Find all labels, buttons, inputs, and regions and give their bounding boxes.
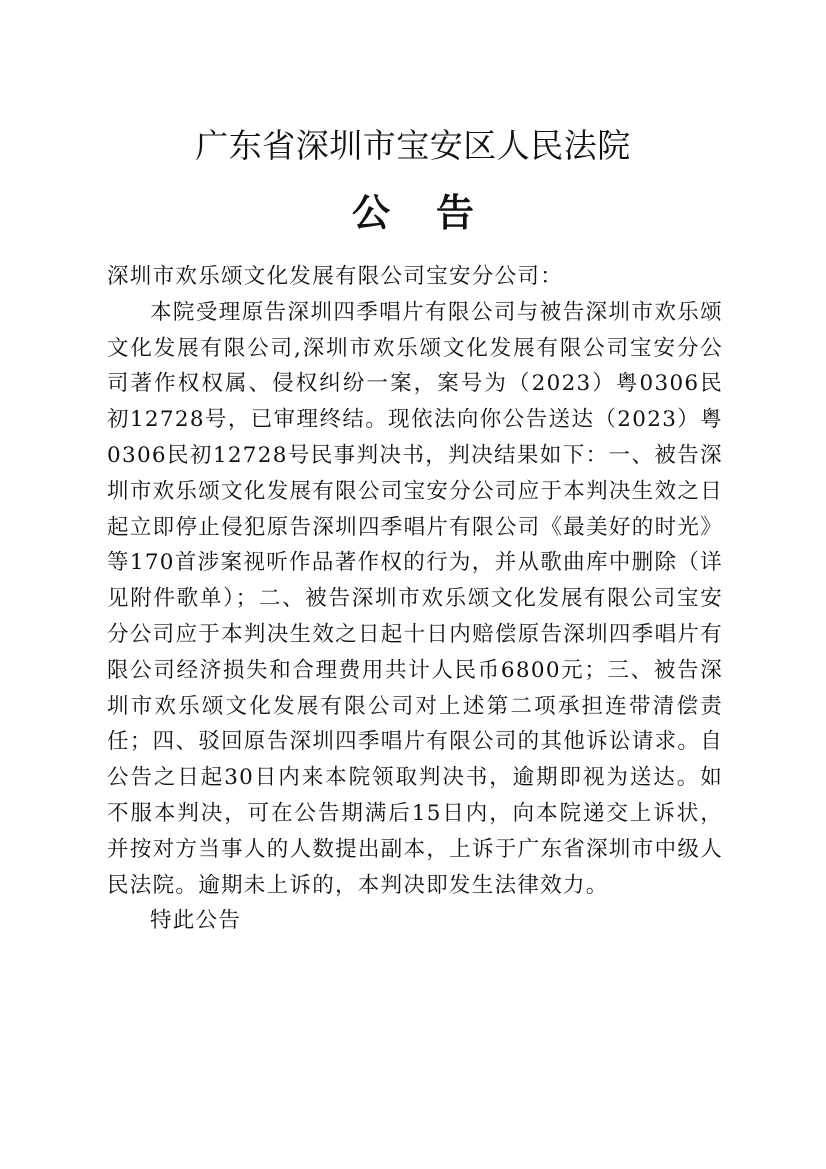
notice-content: 本院受理原告深圳四季唱片有限公司与被告深圳市欢乐颂文化发展有限公司,深圳市欢乐颂文化发展有限公司宝安分公司著作权权属、侵权纠纷一案，案号为（2023）粤0306民初12728号，已审理终结。现依法向你公告送达（2023）粤0306民初12728号民事判决书，判决结果如下：一、被告深圳市欢乐颂文化发展有限公司宝安分公司应于本判决生效之日起立即停止侵犯原告深圳四季唱片有限公司《最美好的时光》等170首涉案视听作品著作权的行为，并从歌曲库中删除（详见附件歌单）；二、被告深圳市欢乐颂文化发展有限公司宝安分公司应于本判决生效之日起十日内赔偿原告深圳四季唱片有限公司经济损失和合理费用共计人民币6800元；三、被告深圳市欢乐颂文化发展有限公司对上述第二项承担连带清偿责任；四、驳回原告深圳四季唱片有限公司的其他诉讼请求。自公告之日起30日内来本院领取判决书，逾期即视为送达。如不服本判决，可在公告期满后15日内，向本院递交上诉状，并按对方当事人的人数提出副本，上诉于广东省深圳市中级人民法院。逾期未上诉的，本判决即发生法律效力。	[107, 299, 723, 898]
notice-title: 公告	[351, 190, 520, 235]
closing-line: 特此公告	[150, 908, 242, 934]
addressee: 深圳市欢乐颂文化发展有限公司宝安分公司：	[107, 264, 564, 289]
notice-body	[107, 259, 723, 939]
court-name: 广东省深圳市宝安区人民法院	[195, 126, 631, 165]
